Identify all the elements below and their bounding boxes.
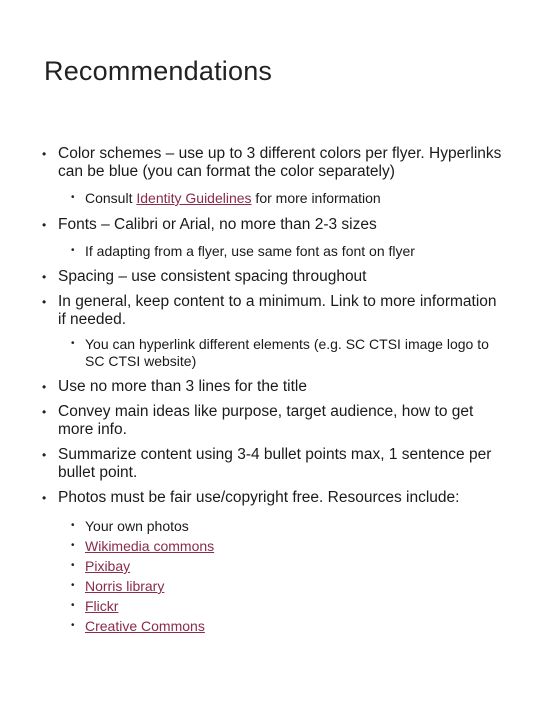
bullet-text: In general, keep content to a minimum. Link to more information if needed. (58, 293, 497, 328)
sub-bullet-hyperlink (0, 336, 540, 369)
bullet-text: Spacing – use consistent spacing throughout (58, 268, 367, 285)
bullet-icon: • (71, 620, 75, 631)
bullet-text: You can hyperlink different elements (e.g. SC CTSI image logo to SC CTSI website) (85, 336, 489, 369)
bullet-text: Color schemes – use up to 3 different colors per flyer. Hyperlinks can be blue (you can format the color separately) (58, 145, 502, 180)
bullet-icon: • (71, 600, 75, 611)
sub-bullet-adapting (0, 243, 540, 260)
bullet-text: Photos must be fair use/copyright free. Resources include: (58, 489, 460, 506)
slide-content (0, 145, 540, 636)
bullet-convey (0, 403, 540, 439)
bullet-fonts (0, 216, 540, 234)
list-item (0, 576, 540, 596)
norris-library-link[interactable]: Norris library (85, 578, 165, 594)
bullet-icon: • (71, 192, 75, 203)
bullet-photos (0, 489, 540, 507)
flickr-link[interactable]: Flickr (85, 598, 119, 614)
bullet-title-lines (0, 378, 540, 396)
bullet-general (0, 293, 540, 329)
bullet-icon: • (71, 520, 75, 531)
bullet-icon: • (42, 217, 47, 232)
bullet-icon: • (42, 270, 47, 284)
bullet-text-prefix: Consult (85, 190, 137, 206)
bullet-text: Fonts – Calibri or Arial, no more than 2-3 sizes (58, 215, 377, 233)
slide-title: Recommendations (44, 56, 273, 86)
bullet-text: Use no more than 3 lines for the title (58, 378, 307, 395)
bullet-icon: • (71, 580, 75, 591)
identity-guidelines-link[interactable]: Identity Guidelines (136, 190, 252, 206)
list-item (0, 536, 540, 556)
bullet-icon: • (71, 540, 75, 551)
bullet-icon: • (42, 295, 47, 309)
bullet-text: Summarize content using 3-4 bullet points max, 1 sentence per bullet point. (58, 446, 492, 481)
bullet-text: If adapting from a flyer, use same font as font on flyer (85, 242, 415, 259)
bullet-icon: • (42, 405, 47, 419)
bullet-summarize (0, 446, 540, 482)
pixibay-link[interactable]: Pixibay (85, 558, 131, 574)
bullet-icon: • (42, 491, 47, 505)
resource-label-own-photos: Your own photos (85, 518, 189, 534)
bullet-text: Convey main ideas like purpose, target audience, how to get more info. (58, 403, 474, 438)
bullet-text-suffix: for more information (251, 190, 381, 206)
list-item (0, 616, 540, 636)
wikimedia-commons-link[interactable]: Wikimedia commons (85, 538, 215, 554)
list-item (0, 596, 540, 616)
list-item (0, 516, 540, 536)
bullet-color-schemes (0, 145, 540, 181)
creative-commons-link[interactable]: Creative Commons (85, 618, 205, 634)
bullet-icon: • (42, 380, 47, 394)
bullet-spacing (0, 268, 540, 286)
bullet-icon: • (42, 147, 47, 161)
bullet-icon: • (42, 448, 47, 462)
bullet-icon: • (71, 560, 75, 571)
resource-list (0, 516, 540, 636)
sub-bullet-identity-guidelines (0, 190, 540, 207)
bullet-icon: • (71, 244, 75, 256)
bullet-icon: • (71, 338, 75, 349)
list-item (0, 556, 540, 576)
